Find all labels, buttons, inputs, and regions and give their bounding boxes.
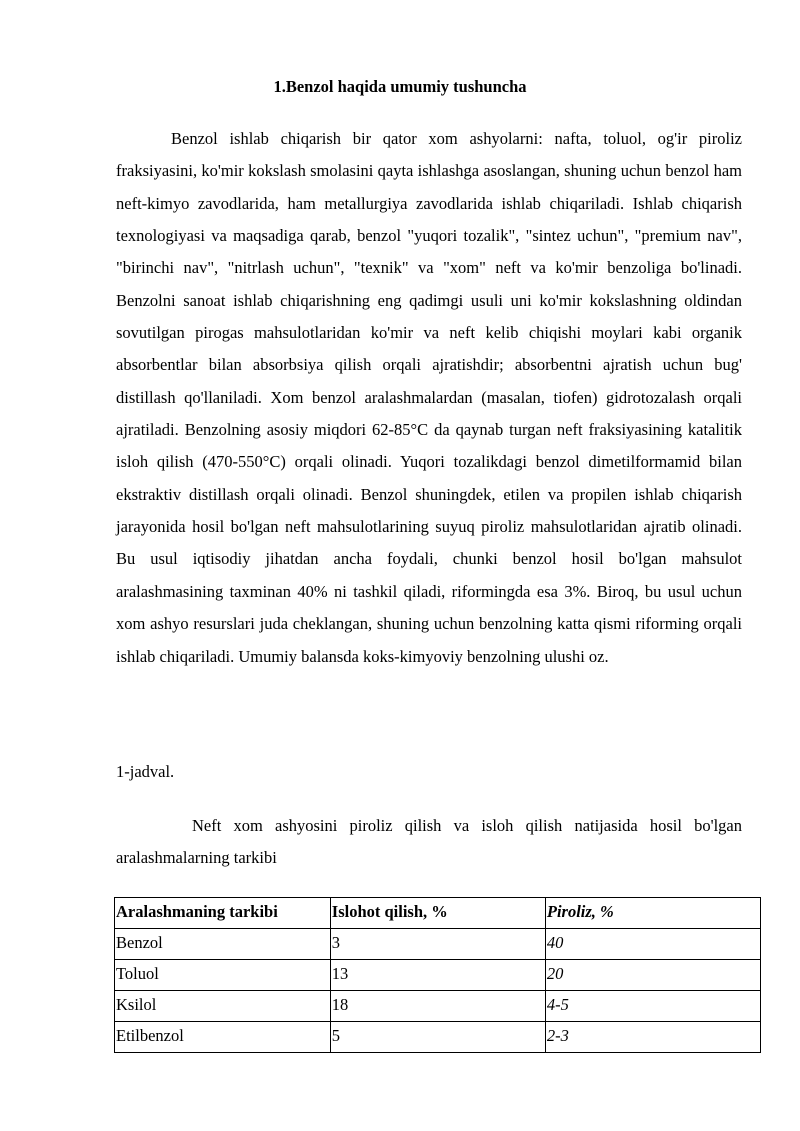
table-row [115,929,761,960]
cell-component: Benzol [115,929,331,960]
table-row [115,1022,761,1053]
cell-reforming-value: 13 [330,960,545,991]
cell-component: Etilbenzol [115,1022,331,1053]
cell-reforming-value: 3 [330,929,545,960]
cell-pyrolysis-value: 40 [545,929,760,960]
cell-pyrolysis-value: 4-5 [545,991,760,1022]
cell-reforming-value: 5 [330,1022,545,1053]
cell-component: Toluol [115,960,331,991]
cell-component: Ksilol [115,991,331,1022]
section-title: 1.Benzol haqida umumiy tushuncha [273,77,527,96]
cell-pyrolysis-value: 2-3 [545,1022,760,1053]
header-cell-reforming: Islohot qilish, % [330,898,545,929]
body-paragraph: Benzol ishlab chiqarish bir qator xom ashyolarni: nafta, toluol, og'ir piroliz fraksiyasini, ko'mir kokslash smolasini qayta ishlashga asoslangan, shuning uchun benzol ham neft-kimyo zavodlarida, ham metallurgiya zavodlarida ishlab chiqariladi. Ishlab chiqarish texnologiyasi va maqsadiga qarab, benzol "yuqori tozalik", "sintez uchun", "premium nav", "birinchi nav", "nitrlash uchun", "texnik" va "xom" neft va ko'mir benzoliga bo'linadi. Benzolni sanoat ishlab chiqarishning eng qadimgi usuli uni ko'mir kokslashning oldindan sovutilgan pirogas mahsulotlaridan ko'mir va neft kelib chiqishi moylari kabi organik absorbentlar bilan absorbsiya qilish orqali ajratishdir; absorbentni ajratish uchun bug' distillash qo'llaniladi. Xom benzol aralashmalardan (masalan, tiofen) gidrotozalash orqali ajratiladi. Benzolning asosiy miqdori 62-85°C da qaynab turgan neft fraksiyasining katalitik isloh qilish (470-550°C) orqali olinadi. Yuqori tozalikdagi benzol dimetilformamid bilan ekstraktiv distillash orqali olinadi. Benzol shuningdek, etilen va propilen ishlab chiqarish jarayonida hosil bo'lgan neft mahsulotlarining suyuq piroliz mahsulotlaridan ajratib olinadi. Bu usul iqtisodiy jihatdan ancha foydali, chunki benzol hosil bo'lgan mahsulot aralashmasining taxminan 40% ni tashkil qiladi, riformingda esa 3%. Biroq, bu usul uchun xom ashyo resurslari juda cheklangan, shuning uchun benzolning katta qismi riforming orqali ishlab chiqariladi. Umumiy balansda koks-kimyoviy benzolning ulushi oz. [116,129,742,666]
table-row [115,991,761,1022]
table-caption: Neft xom ashyosini piroliz qilish va isloh qilish natijasida hosil bo'lgan aralashmalarning tarkibi [116,816,742,867]
composition-table [114,897,761,1053]
cell-pyrolysis-value: 20 [545,960,760,991]
table-row [115,960,761,991]
cell-reforming-value: 18 [330,991,545,1022]
table-label: 1-jadval. [116,762,175,781]
table-header-row [115,898,761,929]
header-cell-composition: Aralashmaning tarkibi [115,898,331,929]
header-cell-pyrolysis: Piroliz, % [545,898,760,929]
